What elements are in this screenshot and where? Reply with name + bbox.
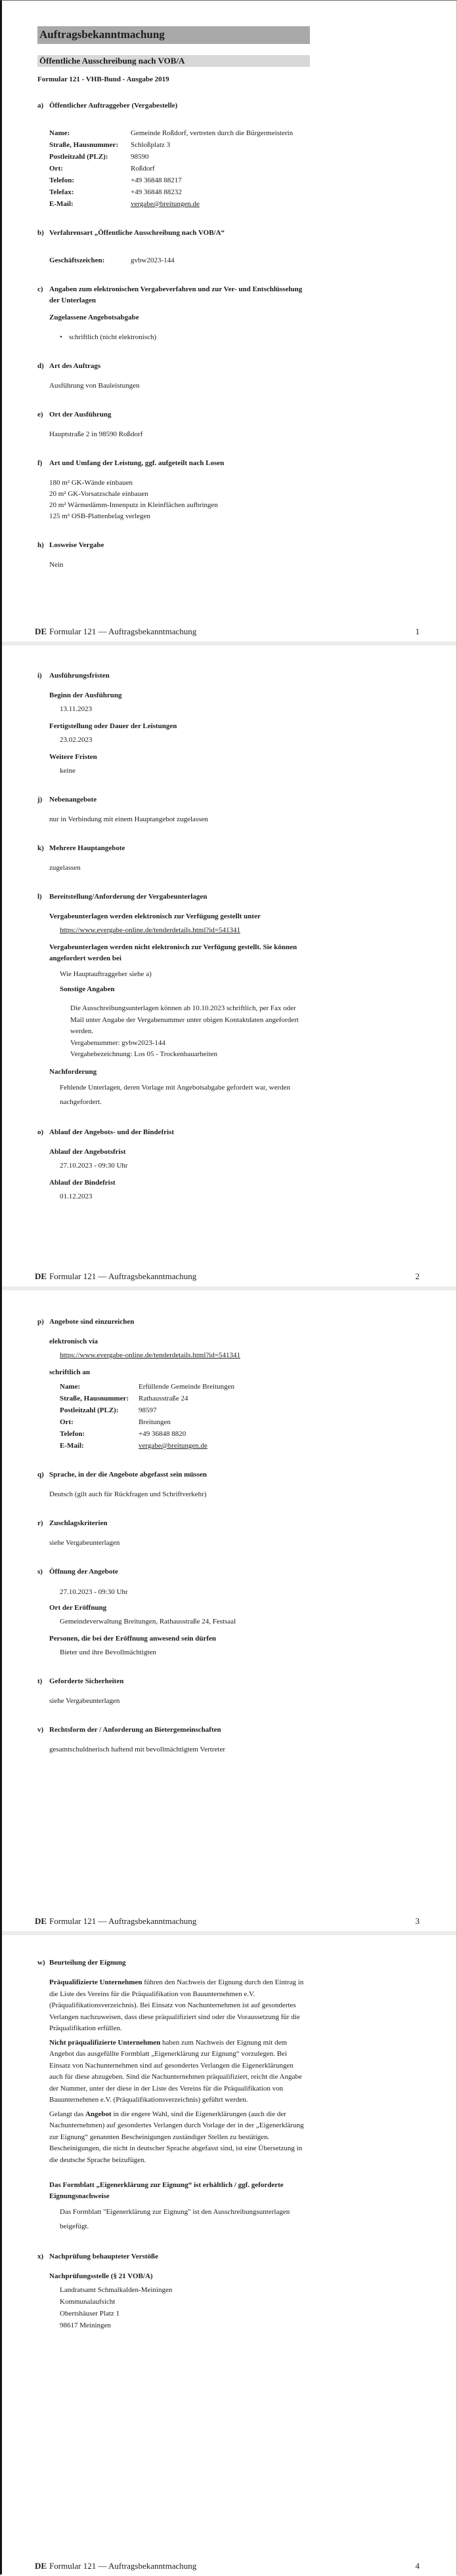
section-h-heading: Losweise Vergabe — [49, 541, 104, 549]
section-b-heading: Verfahrensart „Öffentliche Ausschreibung nach VOB/A“ — [49, 229, 225, 237]
deadline-value: 13.11.2023 — [60, 705, 93, 713]
contact-label: Telefon: — [49, 176, 75, 184]
page-number: 2 — [415, 1271, 420, 1281]
document-title: Auftragsbekanntmachung — [37, 26, 310, 44]
section-x-heading: Nachprüfung behaupteter Verstöße — [49, 2253, 159, 2260]
section-i-letter: i) — [37, 672, 42, 680]
section-j-letter: j) — [37, 796, 43, 804]
section-b-letter: b) — [37, 229, 44, 237]
deadline-label: Fertigstellung oder Dauer der Leistungen — [49, 722, 177, 730]
paragraph-bold-lead: Nicht präqualifizierte Unternehmen — [49, 2038, 161, 2047]
email-link[interactable]: vergabe@breitungen.de — [139, 1442, 207, 1450]
section-t — [37, 1676, 308, 1707]
formblatt-body: Das Formblatt "Eigenerklärung zur Eignung" ist den Ausschreibungsunterlagen beigefügt. — [60, 2208, 290, 2230]
footer-form-name: Formular 121 — Auftragsbekanntmachung — [49, 1916, 197, 1926]
section-q-letter: q) — [37, 1471, 44, 1479]
contact-value: +49 36848 88217 — [131, 176, 182, 184]
contact-row — [49, 151, 308, 163]
contact-value: 98590 — [131, 153, 149, 161]
section-f — [37, 458, 308, 522]
section-h — [37, 540, 308, 571]
address-row — [60, 1416, 308, 1428]
section-l-heading: Bereitstellung/Anforderung der Vergabeunterlagen — [49, 893, 207, 901]
scope-line: 20 m² Wärmedämm-Innenputz in Kleinflächen aufbringen — [49, 501, 218, 509]
page-number: 3 — [415, 1916, 420, 1926]
other-info-body: Die Ausschreibungsunterlagen können ab 10.10.2023 schriftlich, per Fax oder Mail unter Angabe der Vergabenummer unter obigen Kontaktdaten angefordert werden. — [70, 1004, 299, 1035]
section-i — [37, 670, 308, 777]
section-r-letter: r) — [37, 1519, 43, 1527]
section-s — [37, 1566, 308, 1658]
paragraph-bold-word: Angebot — [85, 2110, 112, 2118]
section-i-heading: Ausführungsfristen — [49, 672, 110, 680]
page-footer — [35, 1916, 420, 1926]
footer-form-name: Formular 121 — Auftragsbekanntmachung — [49, 1271, 197, 1281]
section-k-body: zugelassen — [49, 864, 81, 872]
section-q-heading: Sprache, in der die Angebote abgefasst sein müssen — [49, 1471, 207, 1479]
section-d-letter: d) — [37, 362, 44, 370]
procurement-number: Vergabenummer: gvbw2023-144 — [70, 1038, 165, 1047]
contact-label: E-Mail: — [49, 200, 74, 208]
footer-lang-code: DE — [35, 626, 47, 636]
subsequent-request-heading: Nachforderung — [49, 1067, 97, 1076]
section-e-letter: e) — [37, 411, 43, 419]
address-row — [60, 1381, 308, 1393]
section-p-letter: p) — [37, 1318, 44, 1326]
eligibility-paragraph-prequalified — [49, 1977, 308, 2035]
submission-address — [60, 1381, 308, 1452]
address-row — [60, 1404, 308, 1416]
section-v-body: gesamtschuldnerisch haftend mit bevollmächtigtem Vertreter — [49, 1746, 225, 1753]
section-t-body: siehe Vergabeunterlagen — [49, 1697, 120, 1705]
docs-non-electronic-heading: Vergabeunterlagen werden nicht elektronisch zur Verfügung gestellt. Sie können angefordert werden bei — [49, 943, 297, 962]
address-value: +49 36848 8820 — [139, 1430, 186, 1438]
submit-electronic-heading: elektronisch via — [49, 1338, 98, 1345]
page-footer — [35, 626, 420, 636]
submit-url-link[interactable]: https://www.evergabe-online.de/tenderdetails.html?id=541341 — [60, 1351, 241, 1359]
paragraph-text: in die engere Wahl, sind die Eigenerklärungen (auch die der Nachunternehmen) auf gesondertes Verlangen durch Vorlage der in der „Eigenerklärung zur Eignung“ genannten Bescheinigungen zuständiger Stellen zu bestätigen. Bescheinigungen, die nicht in deutscher Sprache abgefasst sind, ist eine Übersetzung in die deutsche Sprache beizufügen. — [49, 2110, 304, 2164]
footer-lang-code: DE — [35, 2561, 47, 2571]
opening-place-value: Gemeindeverwaltung Breitungen, Rathausstraße 24, Festsaal — [60, 1618, 236, 1625]
page-3 — [2, 1290, 456, 1931]
scope-line: 180 m² GK-Wände einbauen — [49, 479, 133, 487]
deadline-label: Beginn der Ausführung — [49, 691, 122, 699]
submission-mode-item — [60, 332, 308, 343]
contact-row — [49, 198, 308, 210]
opening-persons-value: Bieter und ihre Bevollmächtigten — [60, 1648, 156, 1656]
footer-lang-code: DE — [35, 1271, 47, 1281]
opening-place-label: Ort der Eröffnung — [49, 1604, 107, 1612]
review-body-heading: Nachprüfungsstelle (§ 21 VOB/A) — [49, 2272, 153, 2280]
contact-row — [49, 174, 308, 186]
contact-value: Schloßplatz 3 — [131, 141, 171, 149]
contracting-authority-contact — [49, 127, 308, 210]
footer-form-name: Formular 121 — Auftragsbekanntmachung — [49, 626, 197, 636]
section-w-heading: Beurteilung der Eignung — [49, 1959, 126, 1967]
contact-label: Ort: — [49, 165, 63, 173]
page-2 — [2, 645, 456, 1286]
address-row — [60, 1440, 308, 1452]
section-t-letter: t) — [37, 1677, 43, 1685]
address-value: Rathausstraße 24 — [139, 1395, 188, 1402]
section-x — [37, 2251, 308, 2331]
deadline-value: keine — [60, 767, 76, 775]
page-footer — [35, 1271, 420, 1281]
address-row — [60, 1428, 308, 1440]
section-t-heading: Geforderte Sicherheiten — [49, 1677, 124, 1685]
email-link[interactable]: vergabe@breitungen.de — [131, 200, 200, 208]
contact-value: +49 36848 88232 — [131, 188, 182, 196]
eligibility-paragraph-shortlist — [49, 2109, 308, 2167]
submit-url[interactable] — [60, 1349, 308, 1361]
contact-label: Name: — [49, 129, 70, 137]
opening-persons-label: Personen, die bei der Eröffnung anwesend sein dürfen — [49, 1635, 217, 1643]
opening-datetime: 27.10.2023 - 09:30 Uhr — [60, 1588, 128, 1596]
contact-row — [49, 139, 308, 151]
deadline-value: 23.02.2023 — [60, 736, 93, 744]
eligibility-paragraph-not-prequalified — [49, 2037, 308, 2106]
section-h-body: Nein — [49, 561, 64, 569]
review-address-line: 98617 Meiningen — [60, 2321, 111, 2329]
section-v — [37, 1725, 308, 1755]
tender-details-link[interactable]: https://www.evergabe-online.de/tenderdetails.html?id=541341 — [60, 926, 241, 934]
section-o-letter: o) — [37, 1128, 44, 1136]
contact-value: Roßdorf — [131, 165, 155, 173]
section-j-body: nur in Verbindung mit einem Hauptangebot zugelassen — [49, 815, 208, 823]
formblatt-heading: Das Formblatt „Eigenerklärung zur Eignung“ ist erhältlich / ggf. geforderte Eignungsnachweise — [49, 2181, 284, 2200]
footer-form-id — [35, 626, 196, 636]
address-label: Ort: — [60, 1418, 74, 1426]
paragraph-text: führen den Nachweis der Eignung durch den Eintrag in die Liste des Vereins für die Präqualifikation von Bauunternehmen e.V. (Präqualifikationsverzeichnis). Bei Einsatz von Nachunternehmen ist auf gesondertes Verlangen nachzuweisen, dass diese präqualifiziert sind oder die Voraussetzung für die Präqualifikation erfüllen. — [49, 1978, 304, 2032]
submission-mode-heading: Zugelassene Angebotsabgabe — [49, 314, 139, 321]
address-value: Erfüllende Gemeinde Breitungen — [139, 1383, 235, 1391]
contact-row — [49, 186, 308, 198]
address-label: Name: — [60, 1383, 81, 1391]
docs-request-reference: Wie Hauptauftraggeber siehe a) — [60, 970, 152, 978]
scope-line: 20 m² GK-Vorsatzschale einbauen — [49, 490, 148, 498]
section-f-letter: f) — [37, 459, 43, 467]
section-r-heading: Zuschlagskriterien — [49, 1519, 108, 1527]
section-w-letter: w) — [37, 1959, 45, 1967]
section-e-body: Hauptstraße 2 in 98590 Roßdorf — [49, 430, 143, 438]
section-k-letter: k) — [37, 844, 44, 852]
offer-deadline-value: 27.10.2023 - 09:30 Uhr — [60, 1161, 128, 1170]
section-d-body: Ausführung von Bauleistungen — [49, 382, 140, 390]
section-c-heading: Angaben zum elektronischen Vergabeverfahren und zur Ver- und Entschlüsselung der Unterlagen — [49, 285, 303, 304]
footer-form-id — [35, 1271, 196, 1281]
contact-label: Postleitzahl (PLZ): — [49, 153, 108, 161]
submission-mode-text: schriftlich (nicht elektronisch) — [69, 333, 157, 341]
address-label: E-Mail: — [60, 1442, 84, 1450]
address-value: 98597 — [139, 1406, 157, 1414]
section-r — [37, 1518, 308, 1549]
reference-value: gvbw2023-144 — [131, 256, 175, 264]
section-p — [37, 1317, 308, 1452]
section-e — [37, 409, 308, 440]
other-info-heading: Sonstige Angaben — [60, 985, 115, 993]
deadline-label: Weitere Fristen — [49, 753, 97, 761]
contact-label: Straße, Hausnummer: — [49, 141, 119, 149]
contact-row — [49, 163, 308, 174]
section-k — [37, 843, 308, 874]
section-v-letter: v) — [37, 1726, 44, 1734]
contact-label: Telefax: — [49, 188, 74, 196]
section-d — [37, 361, 308, 392]
submit-written-heading: schriftlich an — [49, 1368, 91, 1376]
document-subtitle: Öffentliche Ausschreibung nach VOB/A — [37, 55, 310, 67]
reference-label: Geschäftszeichen: — [49, 256, 105, 264]
section-j — [37, 794, 308, 825]
section-w — [37, 1957, 308, 2234]
section-l-letter: l) — [37, 893, 42, 901]
scope-of-works-list — [49, 478, 308, 522]
address-value: Breitungen — [139, 1418, 171, 1426]
section-h-letter: h) — [37, 541, 44, 549]
section-o-heading: Ablauf der Angebots- und der Bindefrist — [49, 1128, 174, 1136]
section-c-letter: c) — [37, 285, 43, 293]
page-number: 4 — [415, 2561, 420, 2571]
section-s-letter: s) — [37, 1568, 43, 1576]
section-c — [37, 284, 308, 343]
reference-row — [49, 255, 308, 266]
binding-deadline-value: 01.12.2023 — [60, 1192, 93, 1200]
section-b — [37, 228, 308, 266]
address-label: Straße, Hausnummer: — [60, 1395, 129, 1402]
section-a — [37, 100, 308, 210]
procurement-title: Vergabebezeichnung: Los 05 - Trockenbauarbeiten — [70, 1050, 218, 1058]
section-s-heading: Öffnung der Angebote — [49, 1568, 118, 1576]
subsequent-request-body: Fehlende Unterlagen, deren Vorlage mit Angebotsabgabe gefordert war, werden nachgefordert. — [60, 1083, 291, 1106]
other-info-block — [70, 1003, 308, 1061]
paragraph-text: Gelangt das — [49, 2110, 85, 2118]
scope-line: 125 m³ OSB-Plattenbelag verlegen — [49, 512, 150, 520]
section-x-letter: x) — [37, 2253, 44, 2260]
reference-block — [49, 255, 308, 266]
section-o — [37, 1127, 308, 1202]
section-e-heading: Ort der Ausführung — [49, 411, 112, 419]
bullet-icon: • — [60, 333, 62, 341]
tender-details-url[interactable] — [60, 924, 308, 936]
section-k-heading: Mehrere Hauptangebote — [49, 844, 125, 852]
page-footer — [35, 2561, 420, 2571]
address-row — [60, 1393, 308, 1404]
section-r-body: siehe Vergabeunterlagen — [49, 1539, 120, 1547]
section-v-heading: Rechtsform der / Anforderung an Bietergemeinschaften — [49, 1726, 221, 1734]
address-label: Postleitzahl (PLZ): — [60, 1406, 119, 1414]
review-address-line: Obertshäuser Platz 1 — [60, 2310, 120, 2318]
section-f-heading: Art und Umfang der Leistung, ggf. aufgeteilt nach Losen — [49, 459, 225, 467]
binding-deadline-label: Ablauf der Bindefrist — [49, 1178, 116, 1187]
footer-form-name: Formular 121 — Auftragsbekanntmachung — [49, 2561, 197, 2571]
page-1 — [2, 1, 456, 642]
section-d-heading: Art des Auftrags — [49, 362, 101, 370]
review-address-line: Landratsamt Schmalkalden-Meiningen — [60, 2286, 173, 2294]
section-a-heading: Öffentlicher Auftraggeber (Vergabestelle) — [49, 102, 178, 110]
section-l — [37, 891, 308, 1109]
footer-lang-code: DE — [35, 1916, 47, 1926]
page-4 — [2, 1935, 456, 2576]
contact-value: Gemeinde Roßdorf, vertreten durch die Bürgermeisterin — [131, 129, 294, 137]
section-q-body: Deutsch (gilt auch für Rückfragen und Schriftverkehr) — [49, 1490, 207, 1498]
suitability-paragraphs — [49, 1977, 308, 2166]
section-p-heading: Angebote sind einzureichen — [49, 1318, 135, 1326]
section-j-heading: Nebenangebote — [49, 796, 97, 804]
footer-form-id — [35, 1916, 196, 1926]
address-label: Telefon: — [60, 1430, 85, 1438]
form-info-line: Formular 121 - VHB-Bund - Ausgabe 2019 — [37, 75, 169, 83]
page-number: 1 — [415, 626, 420, 636]
footer-form-id — [35, 2561, 196, 2571]
section-q — [37, 1469, 308, 1500]
docs-electronic-heading: Vergabeunterlagen werden elektronisch zur Verfügung gestellt unter — [49, 912, 261, 920]
paragraph-text: haben zum Nachweis der Eignung mit dem Angebot das ausgefüllte Formblatt „Eigenerklärung zur Eignung“ vorzulegen. Bei Einsatz von Nachunternehmen sind auf gesondertes Verlangen die Eigenerklärungen auch für diese abzugeben. Sind die Nachunternehmen präqualifiziert, reicht die Angabe der Nummer, unter der diese in der Liste des Vereins für die Präqualifikation von Bauunternehmen e.V. (Präqualifikationsverzeichnis) geführt werden. — [49, 2038, 302, 2104]
paragraph-bold-lead: Präqualifizierte Unternehmen — [49, 1978, 142, 1986]
review-address-line: Kommunalaufsicht — [60, 2298, 116, 2306]
contact-row — [49, 127, 308, 139]
section-a-letter: a) — [37, 102, 44, 110]
offer-deadline-label: Ablauf der Angebotsfrist — [49, 1147, 126, 1156]
